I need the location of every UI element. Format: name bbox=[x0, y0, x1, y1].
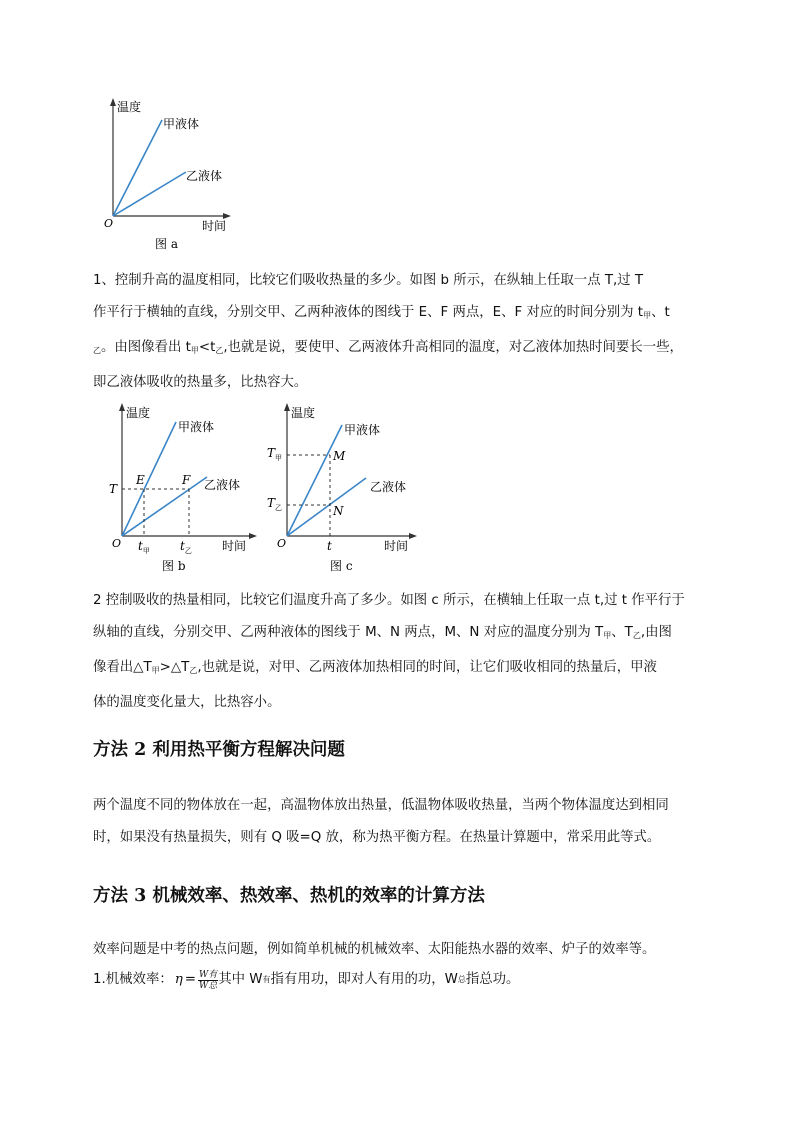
subscript: 有 bbox=[262, 975, 271, 984]
text-line: 体的温度变化量大，比热容小。 bbox=[93, 695, 281, 710]
text-span: 指总功。 bbox=[465, 972, 520, 987]
text-span: ,也就是说，要使甲、乙两液体升高相同的温度，对乙液体加热时间要长一些， bbox=[223, 340, 683, 355]
text-line bbox=[93, 656, 713, 683]
text-line: 1、控制升高的温度相同，比较它们吸收热量的多少。如图 b 所示，在纵轴上任取一点 T,过 T bbox=[93, 273, 644, 288]
paragraph-2 bbox=[93, 589, 713, 715]
x-axis-arrow-icon bbox=[249, 533, 257, 539]
subscript: 甲 bbox=[151, 666, 160, 675]
y-mark-t-jia: $T_甲$ bbox=[267, 446, 283, 462]
series-line-yi bbox=[122, 477, 207, 536]
origin-label: O bbox=[112, 537, 122, 550]
eta-symbol: η bbox=[174, 972, 183, 987]
series-line-jia bbox=[122, 422, 176, 536]
origin-label: O bbox=[104, 217, 114, 230]
fraction bbox=[198, 970, 218, 991]
subscript: 乙 bbox=[93, 346, 101, 355]
point-label-n: N bbox=[333, 504, 344, 518]
x-axis-label: 时间 bbox=[202, 219, 227, 233]
y-axis-label: 温度 bbox=[117, 100, 142, 114]
subscript: 总 bbox=[457, 975, 466, 984]
figure-c bbox=[264, 400, 424, 578]
equals-sign: = bbox=[184, 972, 196, 987]
y-axis-arrow-icon bbox=[119, 403, 125, 411]
y-mark-label: T bbox=[109, 482, 118, 496]
y-axis-label: 温度 bbox=[291, 406, 316, 420]
text-span: 、T bbox=[611, 625, 633, 640]
text-span: 。由图像看出 t bbox=[101, 340, 191, 355]
series-line-yi bbox=[287, 478, 366, 536]
text-span: 作平行于横轴的直线，分别交甲、乙两种液体的图线于 E、F 两点，E、F 对应的时间分别为 t bbox=[93, 305, 644, 320]
section-heading-method-3: 方法 3 机械效率、热效率、热机的效率的计算方法 bbox=[93, 886, 485, 906]
text-span: 1.机械效率： bbox=[93, 972, 173, 987]
series-label-yi: 乙液体 bbox=[204, 478, 241, 492]
figure-caption: 图 c bbox=[330, 559, 353, 573]
text-span: 像看出△T bbox=[93, 660, 152, 675]
text-span: ,也就是说，对甲、乙两液体加热相同的时间，让它们吸收相同的热量后，甲液 bbox=[197, 660, 657, 675]
section-heading-method-2: 方法 2 利用热平衡方程解决问题 bbox=[93, 740, 345, 760]
text-line: 2 控制吸收的热量相同，比较它们温度升高了多少。如图 c 所示，在横轴上任取一点 t,过 t 作平行于 bbox=[93, 593, 685, 608]
subscript: 乙 bbox=[632, 631, 641, 640]
tick-label-t-yi: $t_乙$ bbox=[180, 539, 192, 555]
text-span: 指有用功，即对人有用的功，W bbox=[270, 972, 458, 987]
text-span: <t bbox=[198, 340, 216, 355]
fraction-denominator: W总 bbox=[199, 980, 218, 991]
point-label-m: M bbox=[333, 449, 346, 463]
text-span: 其中 W bbox=[218, 972, 263, 987]
series-label-jia: 甲液体 bbox=[344, 423, 381, 437]
subscript: 甲 bbox=[190, 346, 199, 355]
series-label-jia: 甲液体 bbox=[178, 420, 215, 434]
text-span: 纵轴的直线，分别交甲、乙两种液体的图线于 M、N 两点，M、N 对应的温度分别为 T bbox=[93, 625, 604, 640]
subscript: 甲 bbox=[643, 311, 652, 320]
origin-label: O bbox=[277, 537, 287, 550]
y-axis-label: 温度 bbox=[126, 406, 151, 420]
tick-label-t-jia: $t_甲$ bbox=[138, 539, 150, 555]
figure-a bbox=[100, 96, 240, 256]
text-line bbox=[93, 968, 713, 992]
x-axis-arrow-icon bbox=[409, 533, 417, 539]
series-label-jia: 甲液体 bbox=[163, 117, 200, 131]
paragraph-4 bbox=[93, 938, 713, 992]
text-line: 效率问题是中考的热点问题，例如简单机械的机械效率、太阳能热水器的效率、炉子的效率等。 bbox=[93, 942, 656, 957]
x-axis-label: 时间 bbox=[222, 539, 247, 553]
text-line: 即乙液体吸收的热量多，比热容大。 bbox=[93, 375, 308, 390]
paragraph-3 bbox=[93, 794, 713, 850]
figure-caption: 图 a bbox=[155, 237, 178, 251]
subscript: 乙 bbox=[189, 666, 198, 675]
series-label-yi: 乙液体 bbox=[186, 169, 223, 183]
x-axis-label: 时间 bbox=[384, 539, 409, 553]
text-span: ,由图 bbox=[640, 625, 672, 640]
point-label-e: E bbox=[136, 473, 145, 487]
text-line bbox=[93, 621, 713, 648]
fraction-numerator: W有 bbox=[199, 969, 218, 980]
figure-b bbox=[104, 400, 264, 578]
y-axis-arrow-icon bbox=[110, 98, 116, 106]
subscript: 乙 bbox=[215, 346, 224, 355]
text-span: >△T bbox=[159, 660, 190, 675]
paragraph-1 bbox=[93, 269, 713, 395]
figure-caption: 图 b bbox=[162, 559, 186, 573]
text-span: 、t bbox=[651, 305, 670, 320]
y-axis-arrow-icon bbox=[284, 403, 290, 411]
text-line: 两个温度不同的物体放在一起，高温物体放出热量，低温物体吸收热量，当两个物体温度达到相同 bbox=[93, 798, 669, 813]
text-line: 时，如果没有热量损失，则有 Q 吸=Q 放，称为热平衡方程。在热量计算题中，常采用此等式。 bbox=[93, 830, 661, 845]
text-line bbox=[93, 336, 713, 363]
series-line-jia bbox=[287, 425, 342, 536]
series-label-yi: 乙液体 bbox=[370, 480, 407, 494]
point-label-f: F bbox=[182, 473, 191, 487]
y-mark-t-yi: $T_乙$ bbox=[267, 496, 283, 512]
tick-label-t: t bbox=[327, 539, 332, 553]
text-line bbox=[93, 301, 713, 328]
subscript: 甲 bbox=[603, 631, 612, 640]
